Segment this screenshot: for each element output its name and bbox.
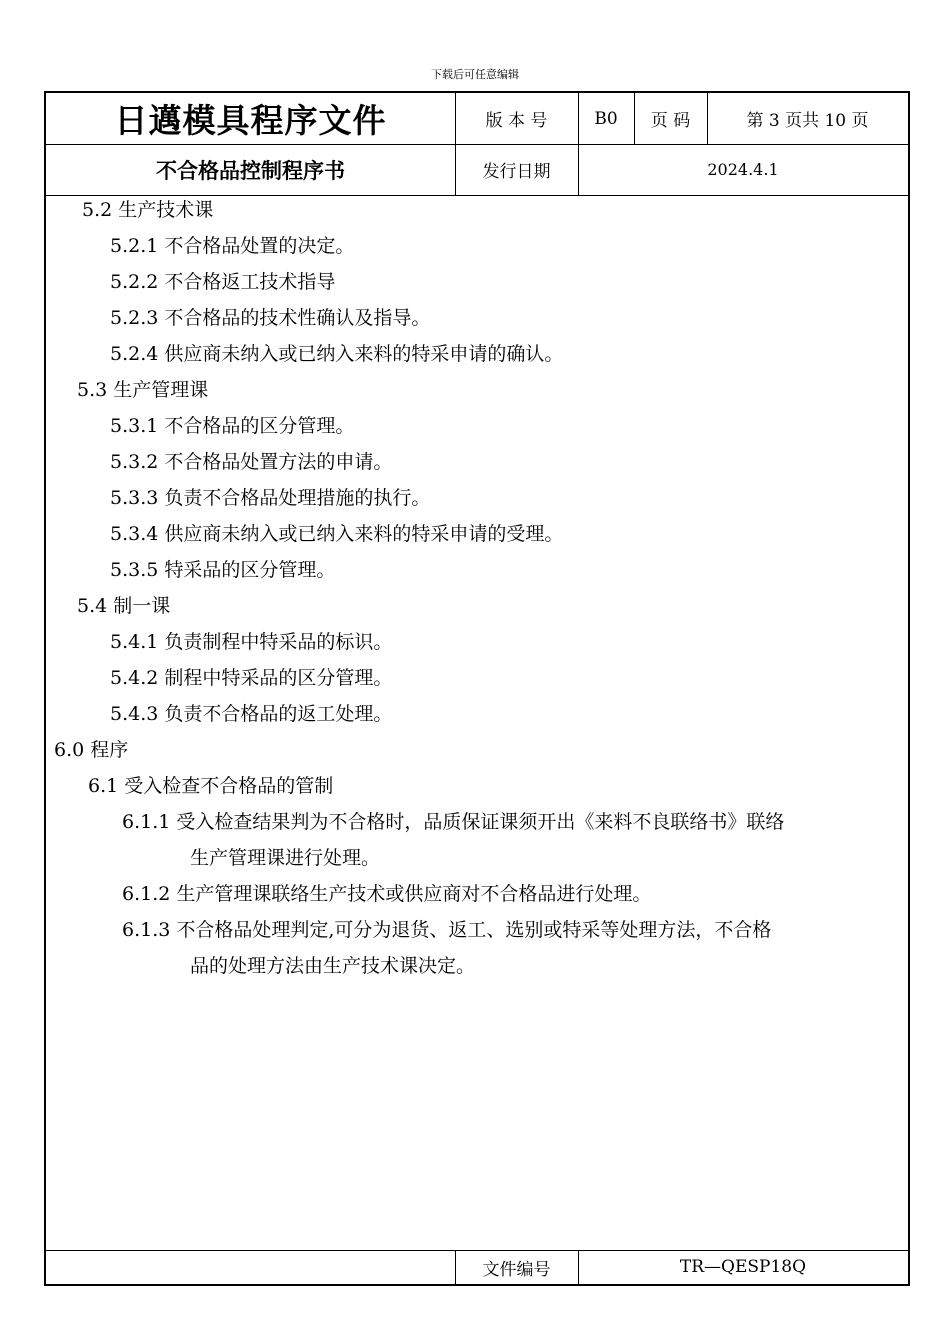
company-title: 日邁模具程序文件 xyxy=(114,101,387,140)
body-line: 5.3.4 供应商未纳入或已纳入来料的特采申请的受理。 xyxy=(110,523,564,545)
body-line: 5.3 生产管理课 xyxy=(77,379,209,401)
issue-date-value: 2024.4.1 xyxy=(707,160,779,179)
page-value: 第 3 页共 10 页 xyxy=(746,111,869,131)
header-divider-2 xyxy=(46,195,908,196)
page-label: 页 码 xyxy=(650,111,691,131)
body-line: 6.1.2 生产管理课联络生产技术或供应商对不合格品进行处理。 xyxy=(122,883,652,905)
doc-number-label: 文件编号 xyxy=(482,1259,551,1280)
body-line: 6.1.1 受入检查结果判为不合格时，品质保证课须开出《来料不良联络书》联络 xyxy=(122,811,785,833)
body-line: 5.3.2 不合格品处置方法的申请。 xyxy=(110,451,393,473)
body-line: 5.4.3 负责不合格品的返工处理。 xyxy=(110,703,393,725)
version-label: 版 本 号 xyxy=(485,111,548,131)
doc-number-value: TR—QESP18Q xyxy=(679,1257,807,1277)
version-value: B0 xyxy=(594,108,618,129)
body-line: 6.1.3 不合格品处理判定,可分为退货、返工、选别或特采等处理方法，不合格 xyxy=(122,919,772,941)
top-note: 下载后可任意编辑 xyxy=(431,68,519,81)
body-line: 6.0 程序 xyxy=(54,739,129,761)
body-line: 品的处理方法由生产技术课决定。 xyxy=(190,955,476,977)
body-line: 5.4.1 负责制程中特采品的标识。 xyxy=(110,631,393,653)
body-line: 生产管理课进行处理。 xyxy=(190,847,381,869)
body-line: 5.2.3 不合格品的技术性确认及指导。 xyxy=(110,307,431,329)
body-line: 6.1 受入检查不合格品的管制 xyxy=(88,775,334,797)
body-line: 5.2.4 供应商未纳入或已纳入来料的特采申请的确认。 xyxy=(110,343,564,365)
doc-title: 不合格品控制程序书 xyxy=(156,158,345,183)
body-line: 5.2.2 不合格返工技术指导 xyxy=(110,271,336,293)
issue-date-label: 发行日期 xyxy=(482,162,551,182)
body-line: 5.2 生产技术课 xyxy=(82,199,214,221)
body-line: 5.3.3 负责不合格品处理措施的执行。 xyxy=(110,487,431,509)
body-line: 5.3.1 不合格品的区分管理。 xyxy=(110,415,355,437)
body-line: 5.4 制一课 xyxy=(77,595,171,617)
document-frame xyxy=(44,91,910,1286)
body-line: 5.4.2 制程中特采品的区分管理。 xyxy=(110,667,393,689)
body-line: 5.2.1 不合格品处置的决定。 xyxy=(110,235,355,257)
body-line: 5.3.5 特采品的区分管理。 xyxy=(110,559,336,581)
